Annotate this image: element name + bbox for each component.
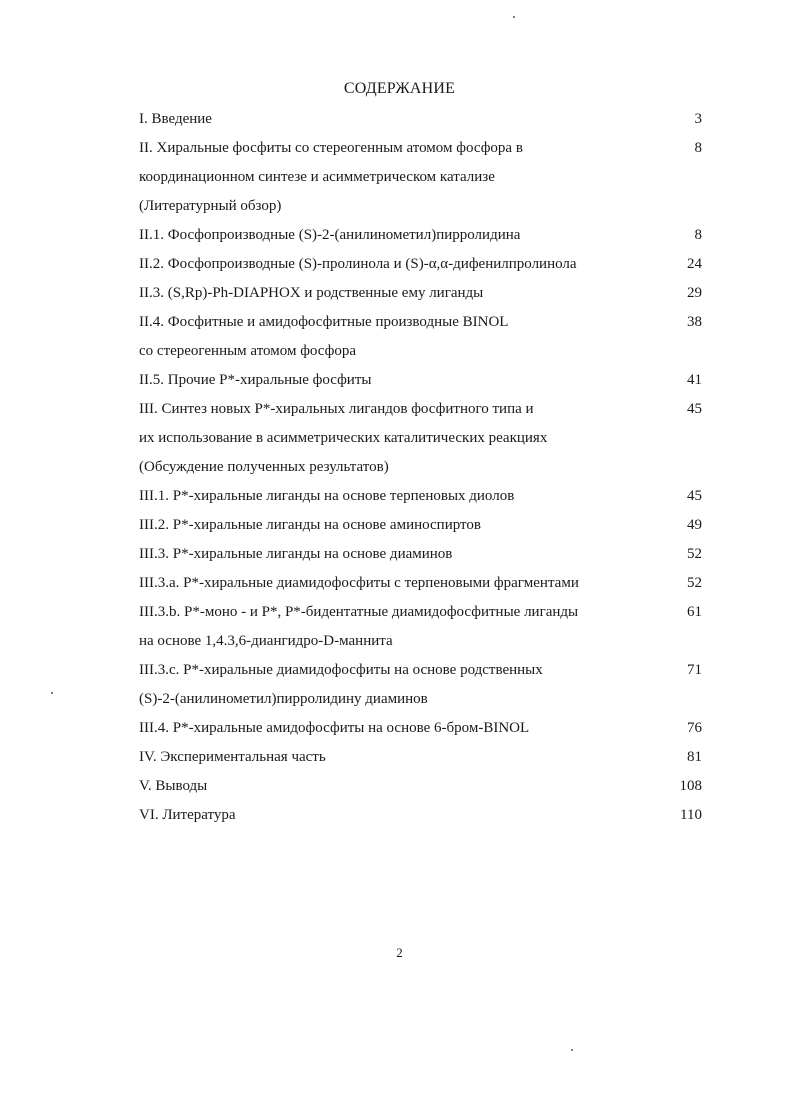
toc-line bbox=[0, 714, 799, 743]
toc-entry bbox=[0, 221, 799, 250]
toc-entry-text: со стереогенным атомом фосфора bbox=[139, 343, 357, 359]
toc-entry-text: III.3.a. P*-хиральные диамидофосфиты с терпеновыми фрагментами bbox=[139, 575, 579, 591]
toc-entry-page: 49 bbox=[687, 517, 702, 533]
toc-line bbox=[0, 482, 799, 511]
toc-entry bbox=[0, 743, 799, 772]
toc-line bbox=[0, 801, 799, 830]
toc-entry-text: III.3.b. P*-моно - и P*, P*-бидентатные диамидофосфитные лиганды bbox=[139, 604, 579, 620]
toc-entry-page: 41 bbox=[687, 372, 702, 388]
toc-entry bbox=[0, 279, 799, 308]
toc-entry-text: II.5. Прочие P*-хиральные фосфиты bbox=[139, 372, 372, 388]
toc-entry-page: 8 bbox=[694, 140, 702, 156]
toc-entry bbox=[0, 134, 799, 221]
toc-entry bbox=[0, 366, 799, 395]
toc-entry-text: их использование в асимметрических каталитических реакциях bbox=[139, 430, 548, 446]
toc-entry bbox=[0, 598, 799, 656]
toc-entry-text: III.4. P*-хиральные амидофосфиты на основе 6-бром-BINOL bbox=[139, 720, 530, 736]
toc-line bbox=[0, 511, 799, 540]
toc-entry-page: 3 bbox=[694, 111, 702, 127]
toc-line bbox=[0, 134, 799, 163]
toc-entry-page: 108 bbox=[679, 778, 702, 794]
toc-entry-text: (Обсуждение полученных результатов) bbox=[139, 459, 389, 475]
toc-line bbox=[0, 221, 799, 250]
toc-line bbox=[0, 453, 799, 482]
toc-entry-page: 45 bbox=[687, 488, 702, 504]
toc-entry bbox=[0, 105, 799, 134]
toc-entry bbox=[0, 772, 799, 801]
toc-entry bbox=[0, 714, 799, 743]
toc-entry-text: (Литературный обзор) bbox=[139, 198, 282, 214]
toc-entry-page: 45 bbox=[687, 401, 702, 417]
scan-speck bbox=[513, 16, 515, 18]
toc-line bbox=[0, 569, 799, 598]
toc-entry-text: III.1. P*-хиральные лиганды на основе терпеновых диолов bbox=[139, 488, 515, 504]
toc-entry-page: 52 bbox=[687, 546, 702, 562]
table-of-contents bbox=[0, 105, 799, 830]
toc-entry bbox=[0, 482, 799, 511]
toc-line bbox=[0, 424, 799, 453]
toc-entry-text: II. Хиральные фосфиты со стереогенным атомом фосфора в bbox=[139, 140, 523, 156]
toc-entry-text: III.2. P*-хиральные лиганды на основе аминоспиртов bbox=[139, 517, 481, 533]
toc-line bbox=[0, 598, 799, 627]
toc-entry bbox=[0, 540, 799, 569]
toc-line bbox=[0, 308, 799, 337]
toc-entry-page: 8 bbox=[694, 227, 702, 243]
toc-line bbox=[0, 279, 799, 308]
toc-line bbox=[0, 192, 799, 221]
toc-entry-text: IV. Экспериментальная часть bbox=[139, 749, 326, 765]
toc-line bbox=[0, 743, 799, 772]
toc-line bbox=[0, 250, 799, 279]
toc-entry-page: 52 bbox=[687, 575, 702, 591]
toc-line bbox=[0, 685, 799, 714]
toc-entry-text: II.4. Фосфитные и амидофосфитные производные BINOL bbox=[139, 314, 509, 330]
toc-line bbox=[0, 366, 799, 395]
toc-entry bbox=[0, 308, 799, 366]
toc-entry-text: V. Выводы bbox=[139, 778, 208, 794]
toc-line bbox=[0, 105, 799, 134]
toc-entry-page: 24 bbox=[687, 256, 702, 272]
toc-entry bbox=[0, 511, 799, 540]
toc-entry-text: на основе 1,4.3,6-диангидро-D-маннита bbox=[139, 633, 393, 649]
toc-entry-page: 110 bbox=[680, 807, 702, 823]
toc-entry-page: 81 bbox=[687, 749, 702, 765]
toc-entry-text: координационном синтезе и асимметрическом катализе bbox=[139, 169, 495, 185]
toc-line bbox=[0, 163, 799, 192]
toc-line bbox=[0, 540, 799, 569]
toc-line bbox=[0, 772, 799, 801]
toc-entry-text: VI. Литература bbox=[139, 807, 236, 823]
toc-line bbox=[0, 395, 799, 424]
page-number: 2 bbox=[396, 945, 403, 960]
toc-entry-text: III.3.c. P*-хиральные диамидофосфиты на основе родственных bbox=[139, 662, 543, 678]
toc-entry-page: 76 bbox=[687, 720, 702, 736]
toc-entry-text: III.3. P*-хиральные лиганды на основе диаминов bbox=[139, 546, 453, 562]
page-title: СОДЕРЖАНИЕ bbox=[343, 80, 456, 97]
toc-entry-page: 38 bbox=[687, 314, 702, 330]
scan-speck bbox=[51, 692, 53, 694]
toc-entry bbox=[0, 395, 799, 482]
toc-line bbox=[0, 656, 799, 685]
toc-entry-text: II.2. Фосфопроизводные (S)-пролинола и (S)-α,α-дифенилпролинола bbox=[139, 256, 577, 272]
toc-line bbox=[0, 337, 799, 366]
toc-entry bbox=[0, 569, 799, 598]
toc-entry bbox=[0, 656, 799, 714]
toc-entry-text: I. Введение bbox=[139, 111, 212, 127]
toc-entry-text: II.1. Фосфопроизводные (S)-2-(анилинометил)пирролидина bbox=[139, 227, 521, 243]
toc-entry-text: II.3. (S,Rp)-Ph-DIAPHOX и родственные ему лиганды bbox=[139, 285, 484, 301]
toc-entry bbox=[0, 801, 799, 830]
toc-entry-page: 29 bbox=[687, 285, 702, 301]
toc-entry-page: 71 bbox=[687, 662, 702, 678]
toc-entry-text: III. Синтез новых P*-хиральных лигандов фосфитного типа и bbox=[139, 401, 534, 417]
toc-line bbox=[0, 627, 799, 656]
toc-entry bbox=[0, 250, 799, 279]
toc-entry-text: (S)-2-(анилинометил)пирролидину диаминов bbox=[139, 691, 428, 707]
scan-speck bbox=[571, 1049, 573, 1051]
toc-entry-page: 61 bbox=[687, 604, 702, 620]
